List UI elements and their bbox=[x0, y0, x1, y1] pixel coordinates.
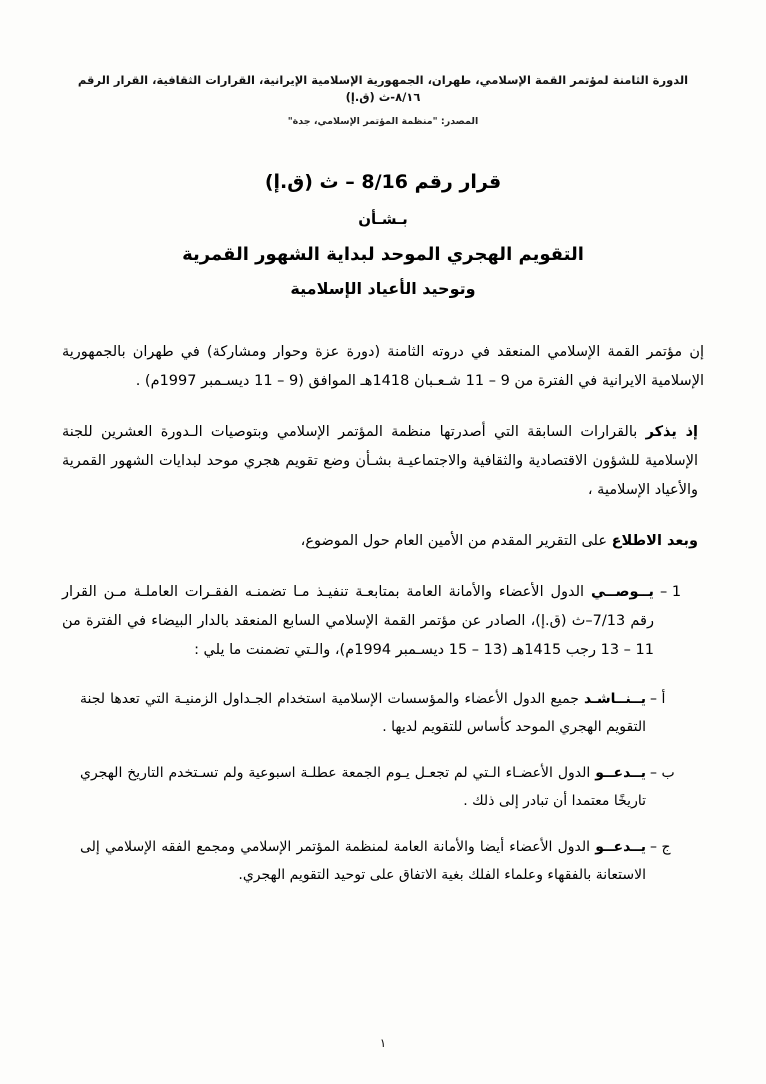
recital-1-text: بالقرارات السابقة التي أصدرتها منظمة المؤتمر الإسلامي وبتوصيات الـدورة العشرين للجنة الإسلامية للشؤون الاقتصادية والثقافية والاجتماعيـة بشـأن وضع تقويم هجري موحد لبدايات الشهور القمرية والأعياد الإسلامية ، bbox=[62, 423, 698, 498]
subclause-b-lead: يــدعــو bbox=[595, 764, 647, 781]
resolution-number: قرار رقم 8/16 – ث (ق.إ) bbox=[264, 170, 502, 193]
resolution-title-secondary: وتوحيد الأعياد الإسلامية bbox=[290, 278, 476, 298]
subclause-a-body bbox=[62, 685, 646, 741]
subclause-c-marker: ج – bbox=[650, 838, 671, 855]
resolution-title-main: التقويم الهجري الموحد لبداية الشهور القمرية bbox=[182, 243, 584, 265]
subclause-list bbox=[62, 685, 704, 889]
subclause-a-text: جميع الدول الأعضاء والمؤسسات الإسلامية استخدام الجـداول الزمنيـة التي تعدها لجنة التقويم الهجري الموحد كأساس للتقويم لديها . bbox=[80, 690, 646, 735]
resolution-title-block bbox=[62, 171, 704, 298]
clause-1-lead: يــوصــي bbox=[590, 583, 654, 600]
subclause-b bbox=[62, 759, 704, 815]
subclause-b-body bbox=[62, 759, 646, 815]
subclause-c-lead: يــدعــو bbox=[595, 838, 647, 855]
clause-1-body bbox=[62, 578, 654, 665]
document-source-line: المصدر: "منظمة المؤتمر الإسلامي، جدة" bbox=[287, 115, 479, 127]
subclause-a-marker: أ – bbox=[650, 690, 666, 707]
preamble-paragraph bbox=[62, 338, 704, 396]
subclause-a bbox=[62, 685, 704, 741]
operative-clause-1 bbox=[62, 578, 704, 665]
subclause-a-lead: يــنــاشـد bbox=[584, 690, 647, 707]
document-content bbox=[62, 72, 704, 907]
subclause-b-marker: ب – bbox=[650, 764, 675, 781]
preamble-text: إن مؤتمر القمة الإسلامي المنعقد في دروته الثامنة (دورة عزة وحوار ومشاركة) في طهران بالجمهورية الإسلامية الايرانية في الفترة من 9 – 11 شـعـبان 1418هـ الموافق (9 – 11 ديسـمبر 1997م) . bbox=[62, 343, 704, 389]
recital-paragraph-1 bbox=[62, 418, 704, 505]
subclause-b-text: الدول الأعضـاء الـتي لم تجعـل يـوم الجمعة عطلـة اسبوعية ولم تسـتخدم التاريخ الهجري تاريخًا معتمدا أن تبادر إلى ذلك . bbox=[80, 764, 646, 809]
clause-1-text: الدول الأعضاء والأمانة العامة بمتابعـة تنفيـذ مـا تضمنـه الفقـرات العاملـة مـن القرار رقم 7/13–ث (ق.إ)، الصادر عن مؤتمر القمة الإسلامي السابع المنعقد بالدار البيضاء في الفترة من 11 – 13 رجب 1415هـ (13 – 15 ديسـمبر 1994م)، والـتي تضمنت ما يلي : bbox=[62, 583, 654, 658]
page-number: ١ bbox=[379, 1036, 387, 1050]
recital-2-text: على التقرير المقدم من الأمين العام حول الموضوع، bbox=[300, 532, 607, 549]
recital-2-lead: وبعد الاطلاع bbox=[611, 532, 698, 549]
clause-1-marker: 1 – bbox=[660, 583, 682, 600]
recital-paragraph-2 bbox=[62, 527, 704, 556]
recital-1-lead: إذ يذكر bbox=[645, 423, 698, 440]
subclause-c-body bbox=[62, 833, 646, 889]
resolution-subject-label: بـشـأن bbox=[358, 209, 408, 228]
resolution-body bbox=[62, 338, 704, 889]
document-header-line: الدورة الثامنة لمؤتمر القمة الإسلامي، طهران، الجمهورية الإسلامية الإيرانية، القرارات الثقافية، القرار الرقم ٨/١٦-ث (ق.إ) bbox=[77, 73, 689, 105]
subclause-c-text: الدول الأعضاء أيضا والأمانة العامة لمنظمة المؤتمر الإسلامي ومجمع الفقه الإسلامي إلى الاستعانة بالفقهاء وعلماء الفلك بغية الاتفاق على توحيد التقويم الهجري. bbox=[80, 838, 646, 883]
subclause-c bbox=[62, 833, 704, 889]
